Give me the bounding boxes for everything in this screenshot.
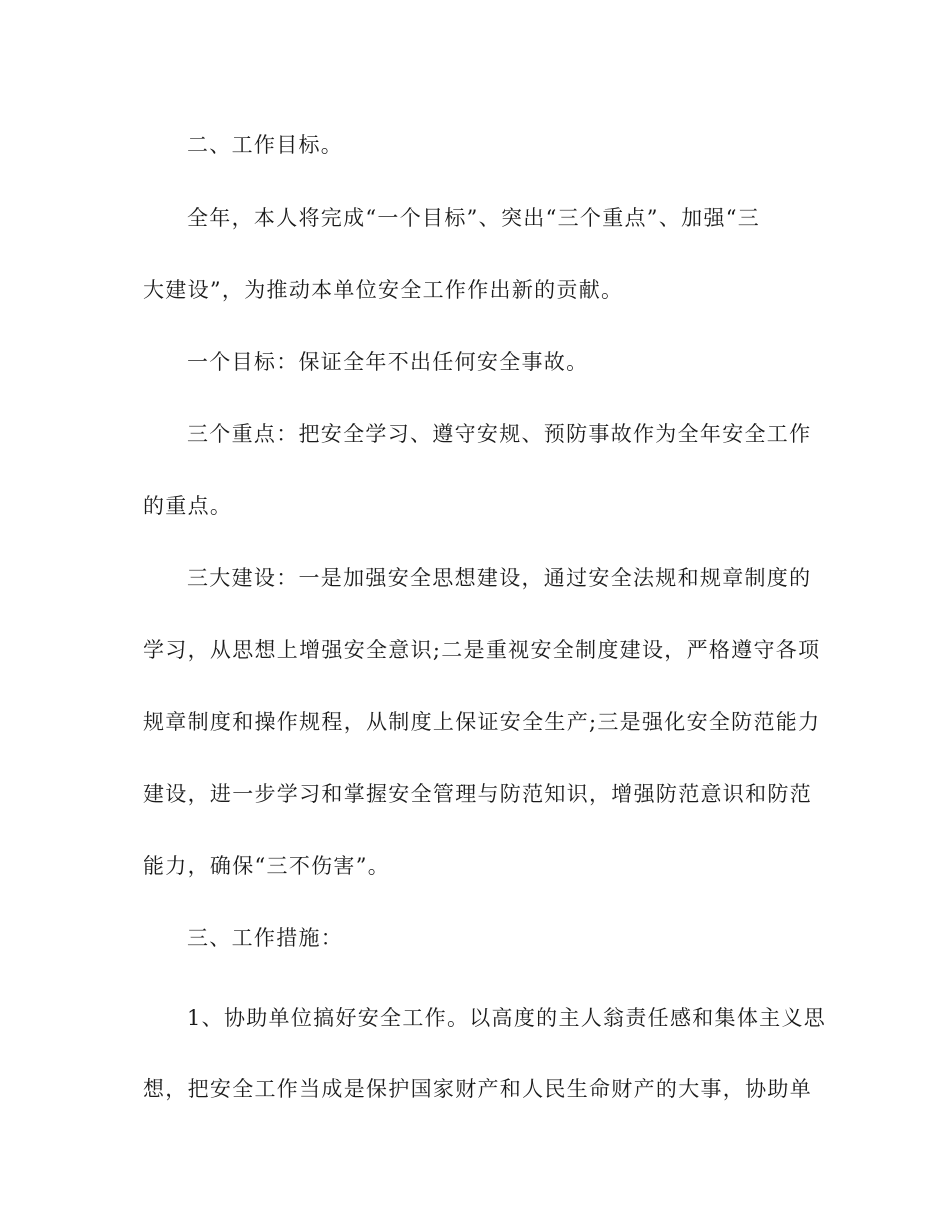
paragraph-line: 建设，进一步学习和掌握安全管理与防范知识，增强防范意识和防范	[143, 782, 812, 806]
paragraph-line: 学习，从思想上增强安全意识;二是重视安全制度建设，严格遵守各项	[143, 638, 821, 662]
heading-work-measures: 三、工作措施：	[187, 926, 344, 950]
heading-work-goals: 二、工作目标。	[187, 133, 344, 157]
paragraph-line: 的重点。	[143, 494, 233, 518]
paragraph-line: 一个目标：保证全年不出任何安全事故。	[187, 350, 589, 374]
paragraph-line: 三个重点：把安全学习、遵守安规、预防事故作为全年安全工作	[187, 422, 812, 446]
paragraph-line: 三大建设：一是加强安全思想建设，通过安全法规和规章制度的	[187, 566, 812, 590]
paragraph-line: 想，把安全工作当成是保护国家财产和人民生命财产的大事，协助单	[143, 1077, 812, 1101]
paragraph-line: 1、协助单位搞好安全工作。以高度的主人翁责任感和集体主义思	[187, 1006, 827, 1030]
paragraph-line: 能力，确保“三不伤害”。	[143, 854, 391, 878]
paragraph-line: 全年，本人将完成“一个目标”、突出“三个重点”、加强“三	[187, 206, 761, 230]
paragraph-line: 规章制度和操作规程，从制度上保证安全生产;三是强化安全防范能力	[143, 710, 821, 734]
paragraph-line: 大建设”，为推动本单位安全工作作出新的贡献。	[143, 278, 624, 302]
